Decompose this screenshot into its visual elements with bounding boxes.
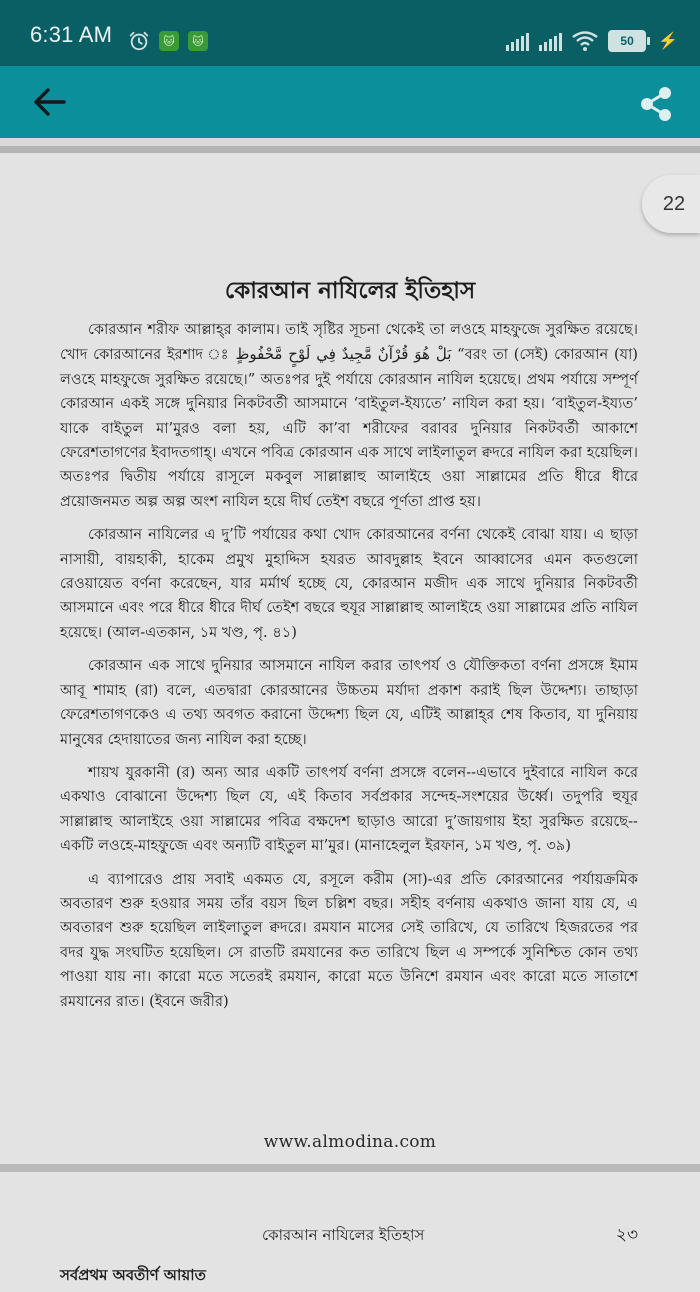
app-notification-icon: 🐱 — [159, 31, 179, 51]
section-heading: সর্বপ্রথম অবতীর্ণ আয়াত — [60, 1266, 206, 1284]
paragraph: কোরআন এক সাথে দুনিয়ার আসমানে নাযিল করার তাৎপর্য ও যৌক্তিকতা বর্ণনা প্রসঙ্গে ইমাম আবূ শামাহ (রা) বলে, এতদ্বারা কোরআনের উচ্চতম মর্যাদা প্রকাশ করাই ছিল উদ্দেশ্য। তাছাড়া ফেরেশতাগণকেও এ তথ্য অবগত করানো উদ্দেশ্য ছিল যে, এটিই আল্লাহ্‌র শেষ কিতাব, যা দুনিয়ায় মানুষের হেদায়াতের জন্য নাযিল করা হচ্ছে। — [60, 657, 638, 748]
paragraph-text: কোরআন শরীফ আল্লাহ্‌র কালাম। তাই সৃষ্টির সূচনা থেকেই তা লওহে মাহফুজে সুরক্ষিত রয়েছে। খোদ কোরআনের ইরশাদ ঃ — [60, 321, 638, 364]
chapter-body — [60, 318, 638, 1023]
signal-icon — [506, 31, 529, 51]
share-icon — [641, 87, 671, 121]
page-divider — [0, 1164, 700, 1172]
paragraph: শায়খ যুরকানী (র) অন্য আর একটি তাৎপর্য বর্ণনা প্রসঙ্গে বলেন--এভাবে দুইবারে নাযিল করে একথাও বোঝানো উদ্দেশ্য ছিল যে, এই কিতাব সর্বপ্রকার সন্দেহ-সংশয়ের উর্ধ্বে। তদুপরি হুযূর সাল্লাল্লাহু আলাইহে ওয়া সাল্লামের পবিত্র বক্ষদেশ ছাড়াও আরো দু’জায়গায় ইহা সুরক্ষিত রয়েছে-- একটি লওহে-মাহফুজে এবং অন্যটি বাইতুল মা’মুর। (মানাহেলুল ইরফান, ১ম খণ্ড, পৃ. ৩৯) — [60, 763, 638, 855]
status-time: 6:31 AM — [30, 22, 113, 47]
app-notification-icon: 🐱 — [188, 31, 208, 51]
running-header: কোরআন নাযিলের ইতিহাস — [262, 1226, 425, 1244]
paragraph — [60, 318, 638, 514]
share-button[interactable] — [636, 84, 676, 124]
chapter-title: কোরআন নাযিলের ইতিহাস — [224, 277, 476, 304]
page-number: ২৩ — [615, 1225, 638, 1245]
page-indicator[interactable]: 22 — [642, 175, 700, 233]
alarm-icon — [128, 30, 150, 52]
wifi-icon — [572, 31, 598, 51]
app-bar — [0, 66, 700, 138]
paragraph: এ ব্যাপারেও প্রায় সবাই একমত যে, রসূলে করীম (সা)-এর প্রতি কোরআনের পর্যায়ক্রমিক অবতারণ শুরু হওয়ার সময় তাঁর বয়স ছিল চল্লিশ বছর। সহীহ বর্ণনায় একথাও জানা যায় যে, এ অবতারণ শুরু হয়েছিল লাইলাতুল ক্বদরে। রমযান মাসের সেই তারিখে, যে তারিখে হিজরতের পর বদর যুদ্ধ সংঘটিত হয়েছিল। সে রাতটি রমযানের কত তারিখে ছিল এ সম্পর্কে সুনিশ্চিত কোন তথ্য পাওয়া যায় না। কারো মতে সতেরই রমযান, কারো মতে উনিশে রমযান এবং কারো মতে সাতাশে রমযানের রাত। (ইবনে জরীর) — [60, 870, 638, 1010]
battery-icon: 50 — [608, 30, 646, 52]
notification-icons — [128, 30, 208, 52]
arrow-left-icon — [36, 90, 64, 114]
system-status-icons — [506, 30, 678, 52]
signal-icon — [539, 31, 562, 51]
arabic-verse: بَلْ هُوَ قُرْآنٌ مَّجِيدٌ فِي لَوْحٍ مَّحْفُوظٍ — [235, 345, 452, 364]
back-button[interactable] — [30, 84, 70, 120]
status-bar — [0, 0, 700, 66]
charging-icon: ⚡ — [658, 33, 678, 50]
paragraph: কোরআন নাযিলের এ দু’টি পর্যায়ের কথা খোদ কোরআনের বর্ণনা থেকেই বোঝা যায়। এ ছাড়া নাসায়ী, বায়হাকী, হাকেম প্রমুখ মুহাদ্দিস হযরত আবদুল্লাহ ইবনে আব্বাসের এমন কতগুলো রেওয়ায়েত বর্ণনা করেছেন, যার মর্মার্থ হচ্ছে যে, কোরআন মজীদ এক সাথে দুনিয়ার নিকটবর্তী আসমানে এবং পরে ধীরে ধীরে দীর্ঘ তেইশ বছরে হুযূর সাল্লাল্লাহু আলাইহে ওয়া সাল্লামের প্রতি নাযিল হয়েছে। (আল-এতকান, ১ম খণ্ড, পৃ. ৪১) — [60, 526, 638, 641]
paragraph-text: “বরং তা (সেই) কোরআন (যা) লওহে মাহফুজে সুরক্ষিত রয়েছে।” অতঃপর দুই পর্যায়ে কোরআন নাযিল হয়েছে। প্রথম পর্যায়ে সম্পূর্ণ কোরআন একই সঙ্গে দুনিয়ার নিকটবর্তী আসমানে ‘বাইতুল-ইয্যতে’ নাযিল করা হয়। ‘বাইতুল-ইয্যত’ যাকে বাইতুল মা’মুরও বলা হয়, এটি কা’বা শরীফের বরাবর দুনিয়ার নিকটবর্তী আকাশে ফেরেশতাগণের ইবাদতগাহ্‌। এখনে পবিত্র কোরআন এক সাথে লাইলাতুল ক্বদরে নাযিল করা হয়েছিল। অতঃপর দ্বিতীয় পর্যায়ে রাসূলে মকবুল সাল্লাল্লাহু আলাইহে ওয়া সাল্লামের প্রতি ধীরে ধীরে প্রয়োজনমত অল্প অল্প অংশ নাযিল হয়ে দীর্ঘ তেইশ বছরে পূর্ণতা প্রাপ্ত হয়। — [60, 346, 638, 510]
website-footer: www.almodina.com — [263, 1132, 437, 1152]
